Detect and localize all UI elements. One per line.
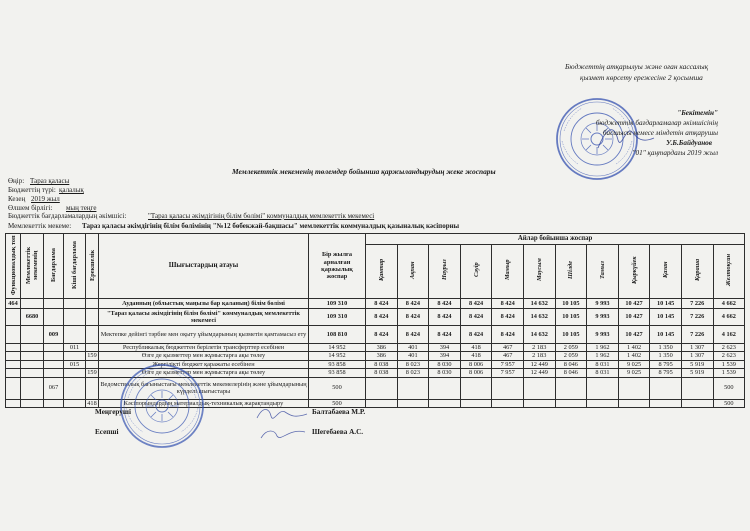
cell-month-11: 5 919: [681, 369, 713, 377]
cell-month-11: 7 226: [681, 309, 713, 326]
approval-date: "01" қаңтардағы 2019 жыл: [632, 149, 718, 157]
cell-month-2: 401: [397, 344, 429, 352]
cell-month-3: 394: [429, 344, 461, 352]
table-row: [6, 352, 745, 360]
cell-month-6: 12 449: [523, 360, 555, 368]
table-row: [6, 309, 745, 326]
cell-institution: [21, 377, 44, 399]
admin-label: Бюджеттік бағдарламалардың әкімшісі:: [8, 212, 127, 220]
cell-month-7: 2 059: [555, 344, 587, 352]
month-header-text: Желтоқсан: [725, 254, 733, 287]
cell-annual-plan: 14 952: [309, 352, 366, 360]
financing-plan-table: [5, 233, 745, 408]
cell-expense-name: Ведомстволық бағыныстағы мемлекеттік мекемелерінің және ұйымдарының күрделі шығыстары: [99, 377, 309, 399]
month-header: [492, 245, 524, 299]
cell-subprogram: 015: [64, 360, 86, 368]
cell-program: [44, 344, 64, 352]
cell-month-3: 8 424: [429, 326, 461, 344]
month-header-text: Қантар: [377, 259, 385, 282]
budget-type-label: Бюджеттің түрі:: [8, 186, 56, 194]
cell-month-1: 8 038: [366, 369, 398, 377]
table-row: [6, 344, 745, 352]
cell-month-8: 9 993: [587, 309, 619, 326]
approval-name: У.Б.Байдуанов: [666, 139, 712, 147]
header-subprogram: [64, 234, 86, 299]
cell-specific: [86, 326, 99, 344]
month-header-text: Маусым: [535, 258, 543, 282]
cell-month-5: 8 424: [492, 326, 524, 344]
cell-specific: [86, 360, 99, 368]
cell-month-6: [523, 399, 555, 407]
cell-month-7: 2 059: [555, 352, 587, 360]
cell-program: [44, 309, 64, 326]
cell-month-8: [587, 377, 619, 399]
cell-month-11: 7 226: [681, 326, 713, 344]
month-header: [713, 245, 745, 299]
cell-subprogram: 011: [64, 344, 86, 352]
cell-month-4: 8 424: [460, 326, 492, 344]
cell-expense-name: Жергілікті бюджет қаражаты есебінен: [99, 360, 309, 368]
cell-month-12: 4 162: [713, 326, 745, 344]
cell-month-6: 12 449: [523, 369, 555, 377]
cell-month-1: 8 424: [366, 326, 398, 344]
header-program: [44, 234, 64, 299]
month-header: [587, 245, 619, 299]
cell-month-6: 14 632: [523, 299, 555, 309]
cell-institution: [21, 326, 44, 344]
cell-annual-plan: 108 810: [309, 326, 366, 344]
cell-month-9: 10 427: [618, 309, 650, 326]
cell-month-10: 10 145: [650, 326, 682, 344]
cell-month-2: 8 023: [397, 369, 429, 377]
month-header: [397, 245, 429, 299]
cell-month-11: [681, 399, 713, 407]
table-row: [6, 399, 745, 407]
cell-month-2: [397, 377, 429, 399]
cell-month-10: 1 350: [650, 344, 682, 352]
region-value: Тараз қаласы: [30, 177, 70, 185]
cell-month-12: 500: [713, 399, 745, 407]
unit-value: мың теңге: [66, 204, 97, 212]
cell-program: [44, 299, 64, 309]
approval-line1: бюджеттік бағдарламалар әкімшісінің: [595, 119, 718, 127]
cell-month-4: 418: [460, 344, 492, 352]
cell-functional-group: [6, 344, 21, 352]
table-row: [6, 377, 745, 399]
accountant-name: Шегебаева А.С.: [312, 428, 364, 436]
cell-month-12: 2 623: [713, 344, 745, 352]
month-header: [429, 245, 461, 299]
cell-subprogram: [64, 309, 86, 326]
cell-expense-name: Мектепке дейінгі тәрбие мен оқыту ұйымдарының қызметін қамтамасыз ету: [99, 326, 309, 344]
cell-month-6: [523, 377, 555, 399]
cell-functional-group: 464: [6, 299, 21, 309]
cell-month-3: [429, 377, 461, 399]
cell-specific: [86, 377, 99, 399]
cell-month-8: 9 993: [587, 326, 619, 344]
cell-expense-name: Ауданның (облыстық маңызы бар қаланың) білім бөлімі: [99, 299, 309, 309]
header-institution: [21, 234, 44, 299]
month-header: [366, 245, 398, 299]
cell-month-5: [492, 377, 524, 399]
cell-annual-plan: 500: [309, 399, 366, 407]
cell-month-4: 8 424: [460, 299, 492, 309]
cell-functional-group: [6, 369, 21, 377]
cell-month-8: [587, 399, 619, 407]
cell-specific: [86, 299, 99, 309]
cell-month-7: 10 105: [555, 309, 587, 326]
table-row: [6, 326, 745, 344]
cell-month-5: 8 424: [492, 299, 524, 309]
cell-annual-plan: 109 310: [309, 299, 366, 309]
cell-month-4: [460, 377, 492, 399]
cell-annual-plan: 93 858: [309, 360, 366, 368]
cell-month-1: 386: [366, 344, 398, 352]
cell-month-7: [555, 377, 587, 399]
cell-month-9: 9 025: [618, 369, 650, 377]
cell-month-5: 8 424: [492, 309, 524, 326]
cell-month-7: [555, 399, 587, 407]
cell-specific: 159: [87, 352, 97, 360]
approval-title: "Бекітемін": [677, 109, 718, 117]
cell-month-3: 8 030: [429, 369, 461, 377]
cell-month-2: 8 424: [397, 299, 429, 309]
cell-month-5: 467: [492, 352, 524, 360]
approval-line2: басшысы немесе міндетін атқарушы: [602, 129, 718, 137]
cell-month-2: 8 424: [397, 326, 429, 344]
cell-expense-name: Республикалық бюджеттен берілетін трансферттер есебінен: [99, 344, 309, 352]
cell-month-9: 1 402: [618, 352, 650, 360]
cell-month-4: 418: [460, 352, 492, 360]
cell-program: [44, 369, 64, 377]
cell-month-9: 9 025: [618, 360, 650, 368]
annex-note-line1: Бюджеттің атқарылуы және оған кассалық: [565, 62, 709, 71]
cell-month-5: 467: [492, 344, 524, 352]
month-header-text: Қараша: [693, 259, 701, 282]
head-name: Балтабаева М.Р.: [312, 408, 366, 416]
cell-annual-plan: 93 858: [309, 369, 366, 377]
cell-annual-plan: 109 310: [309, 309, 366, 326]
institution-value: Тараз қаласы әкімдігінің білім бөлімінің "№12 бөбекжай-бақшасы" мемлекеттік коммуналдық қазыналық кәсіпорны: [82, 222, 460, 230]
round-stamp-bottom: [118, 362, 206, 450]
month-header-text: Тамыз: [598, 261, 606, 280]
region-label: Өңір:: [8, 177, 25, 185]
cell-expense-name: "Тараз қаласы әкімдігінің білім бөлімі" коммуналдық мемлекеттік мекемесі: [99, 309, 309, 326]
cell-month-6: 2 183: [523, 344, 555, 352]
cell-month-10: 8 795: [650, 360, 682, 368]
period-label: Кезең: [8, 195, 26, 203]
document-title: Мемлекеттік мекеменің төлемдер бойынша қаржыландырудың жеке жоспары: [232, 167, 496, 176]
cell-month-6: 14 632: [523, 309, 555, 326]
cell-month-11: 1 307: [681, 344, 713, 352]
cell-institution: [21, 344, 44, 352]
cell-functional-group: [6, 377, 21, 399]
annex-note-line2: қызмет көрсету ережесіне 2 қосымша: [580, 73, 703, 82]
cell-specific: 159: [87, 369, 97, 377]
cell-month-5: [492, 399, 524, 407]
month-header: [618, 245, 650, 299]
cell-subprogram: [64, 399, 86, 407]
cell-month-10: 10 145: [650, 299, 682, 309]
signature-scribble-head: [255, 404, 310, 444]
cell-program: [44, 360, 64, 368]
cell-month-10: 8 795: [650, 369, 682, 377]
cell-month-8: 1 962: [587, 344, 619, 352]
cell-institution: [21, 360, 44, 368]
cell-month-11: 5 919: [681, 360, 713, 368]
cell-program: 067: [44, 377, 64, 399]
cell-month-9: [618, 377, 650, 399]
cell-month-1: 8 424: [366, 309, 398, 326]
header-monthly-plan: Айлар бойынша жоспар: [366, 234, 745, 245]
cell-institution: 6680: [21, 309, 44, 326]
cell-month-10: [650, 399, 682, 407]
cell-month-4: 8 006: [460, 369, 492, 377]
header-specific-text: Ерекшелік: [88, 249, 96, 281]
cell-month-3: 394: [429, 352, 461, 360]
header-institution-text: Мемлекеттік мекеменің: [25, 246, 39, 284]
month-header-text: Наурыз: [440, 259, 448, 281]
cell-expense-name: Кәсіпорындардың материалдық-техникалық жарақтандыру: [99, 399, 309, 407]
cell-functional-group: [6, 399, 21, 407]
cell-month-1: 8 038: [366, 360, 398, 368]
cell-specific: [86, 309, 99, 326]
cell-month-8: 8 031: [587, 360, 619, 368]
unit-label: Өлшем бірлігі:: [8, 204, 53, 212]
table-header: [6, 234, 745, 299]
cell-month-5: 7 957: [492, 360, 524, 368]
cell-month-7: 8 046: [555, 369, 587, 377]
cell-month-8: 1 962: [587, 352, 619, 360]
cell-month-1: 386: [366, 352, 398, 360]
period-value: 2019 жыл: [31, 195, 60, 203]
cell-functional-group: [6, 360, 21, 368]
header-expense-name: Шығыстардың атауы: [99, 234, 309, 299]
cell-month-3: 8 030: [429, 360, 461, 368]
accountant-label: Есепші: [95, 428, 119, 436]
cell-expense-name: Өзге де қызметтер мен жұмыстарға ақы төлеу: [99, 352, 309, 360]
cell-month-1: 8 424: [366, 299, 398, 309]
cell-month-4: 8 424: [460, 309, 492, 326]
head-label: Меңгеруші: [95, 408, 131, 416]
cell-month-5: 7 957: [492, 369, 524, 377]
cell-month-2: 8 023: [397, 360, 429, 368]
month-header: [650, 245, 682, 299]
month-header-text: Қазан: [662, 262, 670, 279]
cell-month-9: 1 402: [618, 344, 650, 352]
cell-month-11: 7 226: [681, 299, 713, 309]
cell-specific: 418: [87, 399, 97, 407]
cell-institution: [21, 352, 44, 360]
table-row: [6, 369, 745, 377]
cell-month-12: 2 623: [713, 352, 745, 360]
cell-month-12: 1 539: [713, 360, 745, 368]
cell-month-4: [460, 399, 492, 407]
header-functional-group-text: Функционалдық топ: [9, 234, 17, 295]
cell-month-10: 10 145: [650, 309, 682, 326]
cell-month-8: 9 993: [587, 299, 619, 309]
cell-functional-group: [6, 309, 21, 326]
cell-functional-group: [6, 326, 21, 344]
cell-institution: [21, 369, 44, 377]
plan-table-body: [6, 299, 745, 408]
header-annual-plan: Бір жылға арналған қаржылық жоспар: [309, 234, 366, 299]
cell-month-2: 8 424: [397, 309, 429, 326]
cell-month-2: [397, 399, 429, 407]
header-specific: [86, 234, 99, 299]
month-header-text: Шілде: [567, 261, 575, 280]
cell-institution: [21, 399, 44, 407]
header-functional-group: [6, 234, 21, 299]
month-header: [523, 245, 555, 299]
cell-month-11: [681, 377, 713, 399]
cell-institution: [21, 299, 44, 309]
cell-month-9: 10 427: [618, 299, 650, 309]
cell-month-12: 4 662: [713, 309, 745, 326]
month-header: [555, 245, 587, 299]
cell-month-10: [650, 377, 682, 399]
month-header-text: Ақпан: [409, 261, 417, 280]
cell-program: [44, 399, 64, 407]
admin-value: "Тараз қаласы әкімдігінің білім бөлімі" коммуналдық мемлекеттік мекемесі: [148, 212, 375, 220]
cell-month-1: [366, 399, 398, 407]
cell-month-12: 500: [713, 377, 745, 399]
cell-month-12: 4 662: [713, 299, 745, 309]
cell-month-4: 8 006: [460, 360, 492, 368]
cell-month-1: [366, 377, 398, 399]
institution-label: Мемлекеттік мекеме:: [8, 222, 72, 230]
cell-month-6: 2 183: [523, 352, 555, 360]
table-row: [6, 360, 745, 368]
cell-annual-plan: 500: [309, 377, 366, 399]
cell-subprogram: [64, 377, 86, 399]
cell-month-11: 1 307: [681, 352, 713, 360]
cell-month-7: 8 046: [555, 360, 587, 368]
cell-month-3: [429, 399, 461, 407]
cell-month-10: 1 350: [650, 352, 682, 360]
cell-subprogram: [64, 352, 86, 360]
table-row: [6, 299, 745, 309]
cell-functional-group: [6, 352, 21, 360]
cell-month-9: [618, 399, 650, 407]
month-header: [681, 245, 713, 299]
cell-month-3: 8 424: [429, 299, 461, 309]
cell-month-3: 8 424: [429, 309, 461, 326]
cell-month-7: 10 105: [555, 326, 587, 344]
cell-month-12: 1 539: [713, 369, 745, 377]
cell-subprogram: [64, 326, 86, 344]
cell-month-8: 8 031: [587, 369, 619, 377]
cell-annual-plan: 14 952: [309, 344, 366, 352]
cell-subprogram: [64, 369, 86, 377]
month-header-text: Сәуір: [472, 262, 480, 278]
budget-type-value: қалалық: [59, 186, 84, 194]
month-header-text: Мамыр: [504, 260, 512, 281]
cell-subprogram: [64, 299, 86, 309]
cell-program: 009: [44, 326, 64, 344]
cell-month-6: 14 632: [523, 326, 555, 344]
cell-month-2: 401: [397, 352, 429, 360]
cell-specific: [86, 344, 99, 352]
header-program-text: Бағдарлама: [50, 247, 57, 282]
cell-month-9: 10 427: [618, 326, 650, 344]
month-header-text: Қыркүйек: [630, 256, 638, 285]
cell-program: [44, 352, 64, 360]
month-header: [460, 245, 492, 299]
cell-month-7: 10 105: [555, 299, 587, 309]
header-subprogram-text: Кіші бағдарлама: [71, 240, 78, 289]
cell-expense-name: Өзге де қызметтер мен жұмыстарға ақы төлеу: [99, 369, 309, 377]
